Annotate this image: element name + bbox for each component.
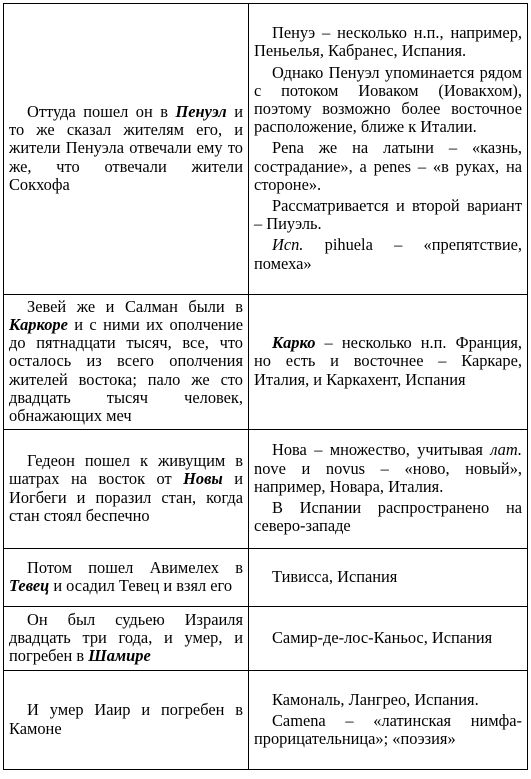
text-segment: Гедеон пошел к живущим в шатрах на восток от <box>9 451 243 489</box>
commentary-cell <box>249 295 528 430</box>
text-segment: И умер Иаир и погребен в Камоне <box>9 700 243 738</box>
paragraph <box>254 139 522 194</box>
text-segment: Тивисса, Испания <box>272 566 398 586</box>
paragraph <box>254 236 522 272</box>
paragraph <box>254 712 522 748</box>
text-segment: и Иогбеги и поразил стан, когда стан стоял беспечно <box>9 469 243 525</box>
text-segment: и с ними их ополчение до пятнадцати тысяч, все, что осталось из всего ополчения жителей востока; пало же сто двадцать тысяч человек, обнажающих меч <box>9 314 243 425</box>
paragraph <box>9 103 243 194</box>
text-segment: Оттуда пошел он в <box>27 101 176 121</box>
text-segment: В Испании распространено на северо-западе <box>254 498 522 536</box>
paragraph <box>9 559 243 595</box>
text-segment: и то же сказал жителям его, и жители Пенуэла отвечали ему то же, что отвечали жители Сокхофа <box>9 101 243 194</box>
paragraph <box>254 24 522 60</box>
paragraph <box>254 64 522 137</box>
paragraph <box>254 197 522 233</box>
paragraph <box>254 441 522 496</box>
paragraph <box>254 691 522 709</box>
text-segment: Однако Пенуэл упоминается рядом с потоком Иоваком (Иовакхом), поэтому возможно более восточное расположение, ближе к Италии. <box>254 62 522 137</box>
paragraph <box>9 452 243 525</box>
place-name: Карко <box>272 333 316 353</box>
commentary-cell <box>249 671 528 770</box>
table-row <box>4 607 528 671</box>
quote-cell <box>4 4 249 295</box>
text-segment: pihuela – «препятствие, помеха» <box>254 235 522 273</box>
commentary-cell <box>249 4 528 295</box>
text-segment: и осадил Тевец и взял его <box>49 576 233 595</box>
quote-cell <box>4 430 249 549</box>
place-name: Каркоре <box>9 314 68 334</box>
text-segment: Pena же на латыни – «казнь, сострадание», а penes – «в руках, на стороне». <box>254 138 522 194</box>
paragraph <box>9 298 243 425</box>
place-name: Пенуэл <box>175 101 227 121</box>
place-name: Шамире <box>88 646 151 666</box>
text-segment: Самир-де-лос-Каньос, Испания <box>272 627 493 647</box>
text-segment: Он был судьею Израиля двадцать три года, и умер, и погребен в <box>9 609 243 666</box>
commentary-cell <box>249 430 528 549</box>
table-row <box>4 295 528 430</box>
paragraph <box>254 334 522 389</box>
table-row <box>4 430 528 549</box>
paragraph <box>254 499 522 535</box>
paragraph <box>254 568 522 586</box>
table-row <box>4 671 528 770</box>
text-segment: – несколько н.п. Франция, но есть и восточнее – Каркаре, Италия, и Каркахент, Испания <box>254 333 522 389</box>
text-segment: Камональ, Лангрео, Испания. <box>272 689 479 709</box>
quote-cell <box>4 607 249 671</box>
commentary-cell <box>249 607 528 671</box>
table-row <box>4 549 528 607</box>
table-row <box>4 4 528 295</box>
abbreviation: лат. <box>490 440 522 460</box>
text-segment: nove и novus – «ново, новый», например, Новара, Италия. <box>254 458 522 496</box>
comparison-table <box>3 3 528 770</box>
paragraph <box>9 701 243 737</box>
text-segment: Рассматривается и второй вариант – Пиуэль. <box>254 196 522 234</box>
text-segment: Camena – «латинская нимфа-прорицательница»; «поэзия» <box>254 710 522 749</box>
quote-cell <box>4 671 249 770</box>
place-name: Тевец <box>9 576 50 595</box>
commentary-cell <box>249 549 528 607</box>
text-segment: Пенуэ – несколько н.п., например, Пеньелья, Кабранес, Испания. <box>254 23 522 61</box>
text-segment: Нова – множество, учитывая <box>272 440 491 460</box>
place-name: Новы <box>183 469 223 489</box>
quote-cell <box>4 549 249 607</box>
paragraph <box>254 629 522 647</box>
quote-cell <box>4 295 249 430</box>
text-segment: Зевей же и Салман были в <box>27 296 243 316</box>
text-segment: Потом пошел Авимелех в <box>27 557 243 577</box>
paragraph <box>9 611 243 666</box>
abbreviation: Исп. <box>272 235 304 255</box>
